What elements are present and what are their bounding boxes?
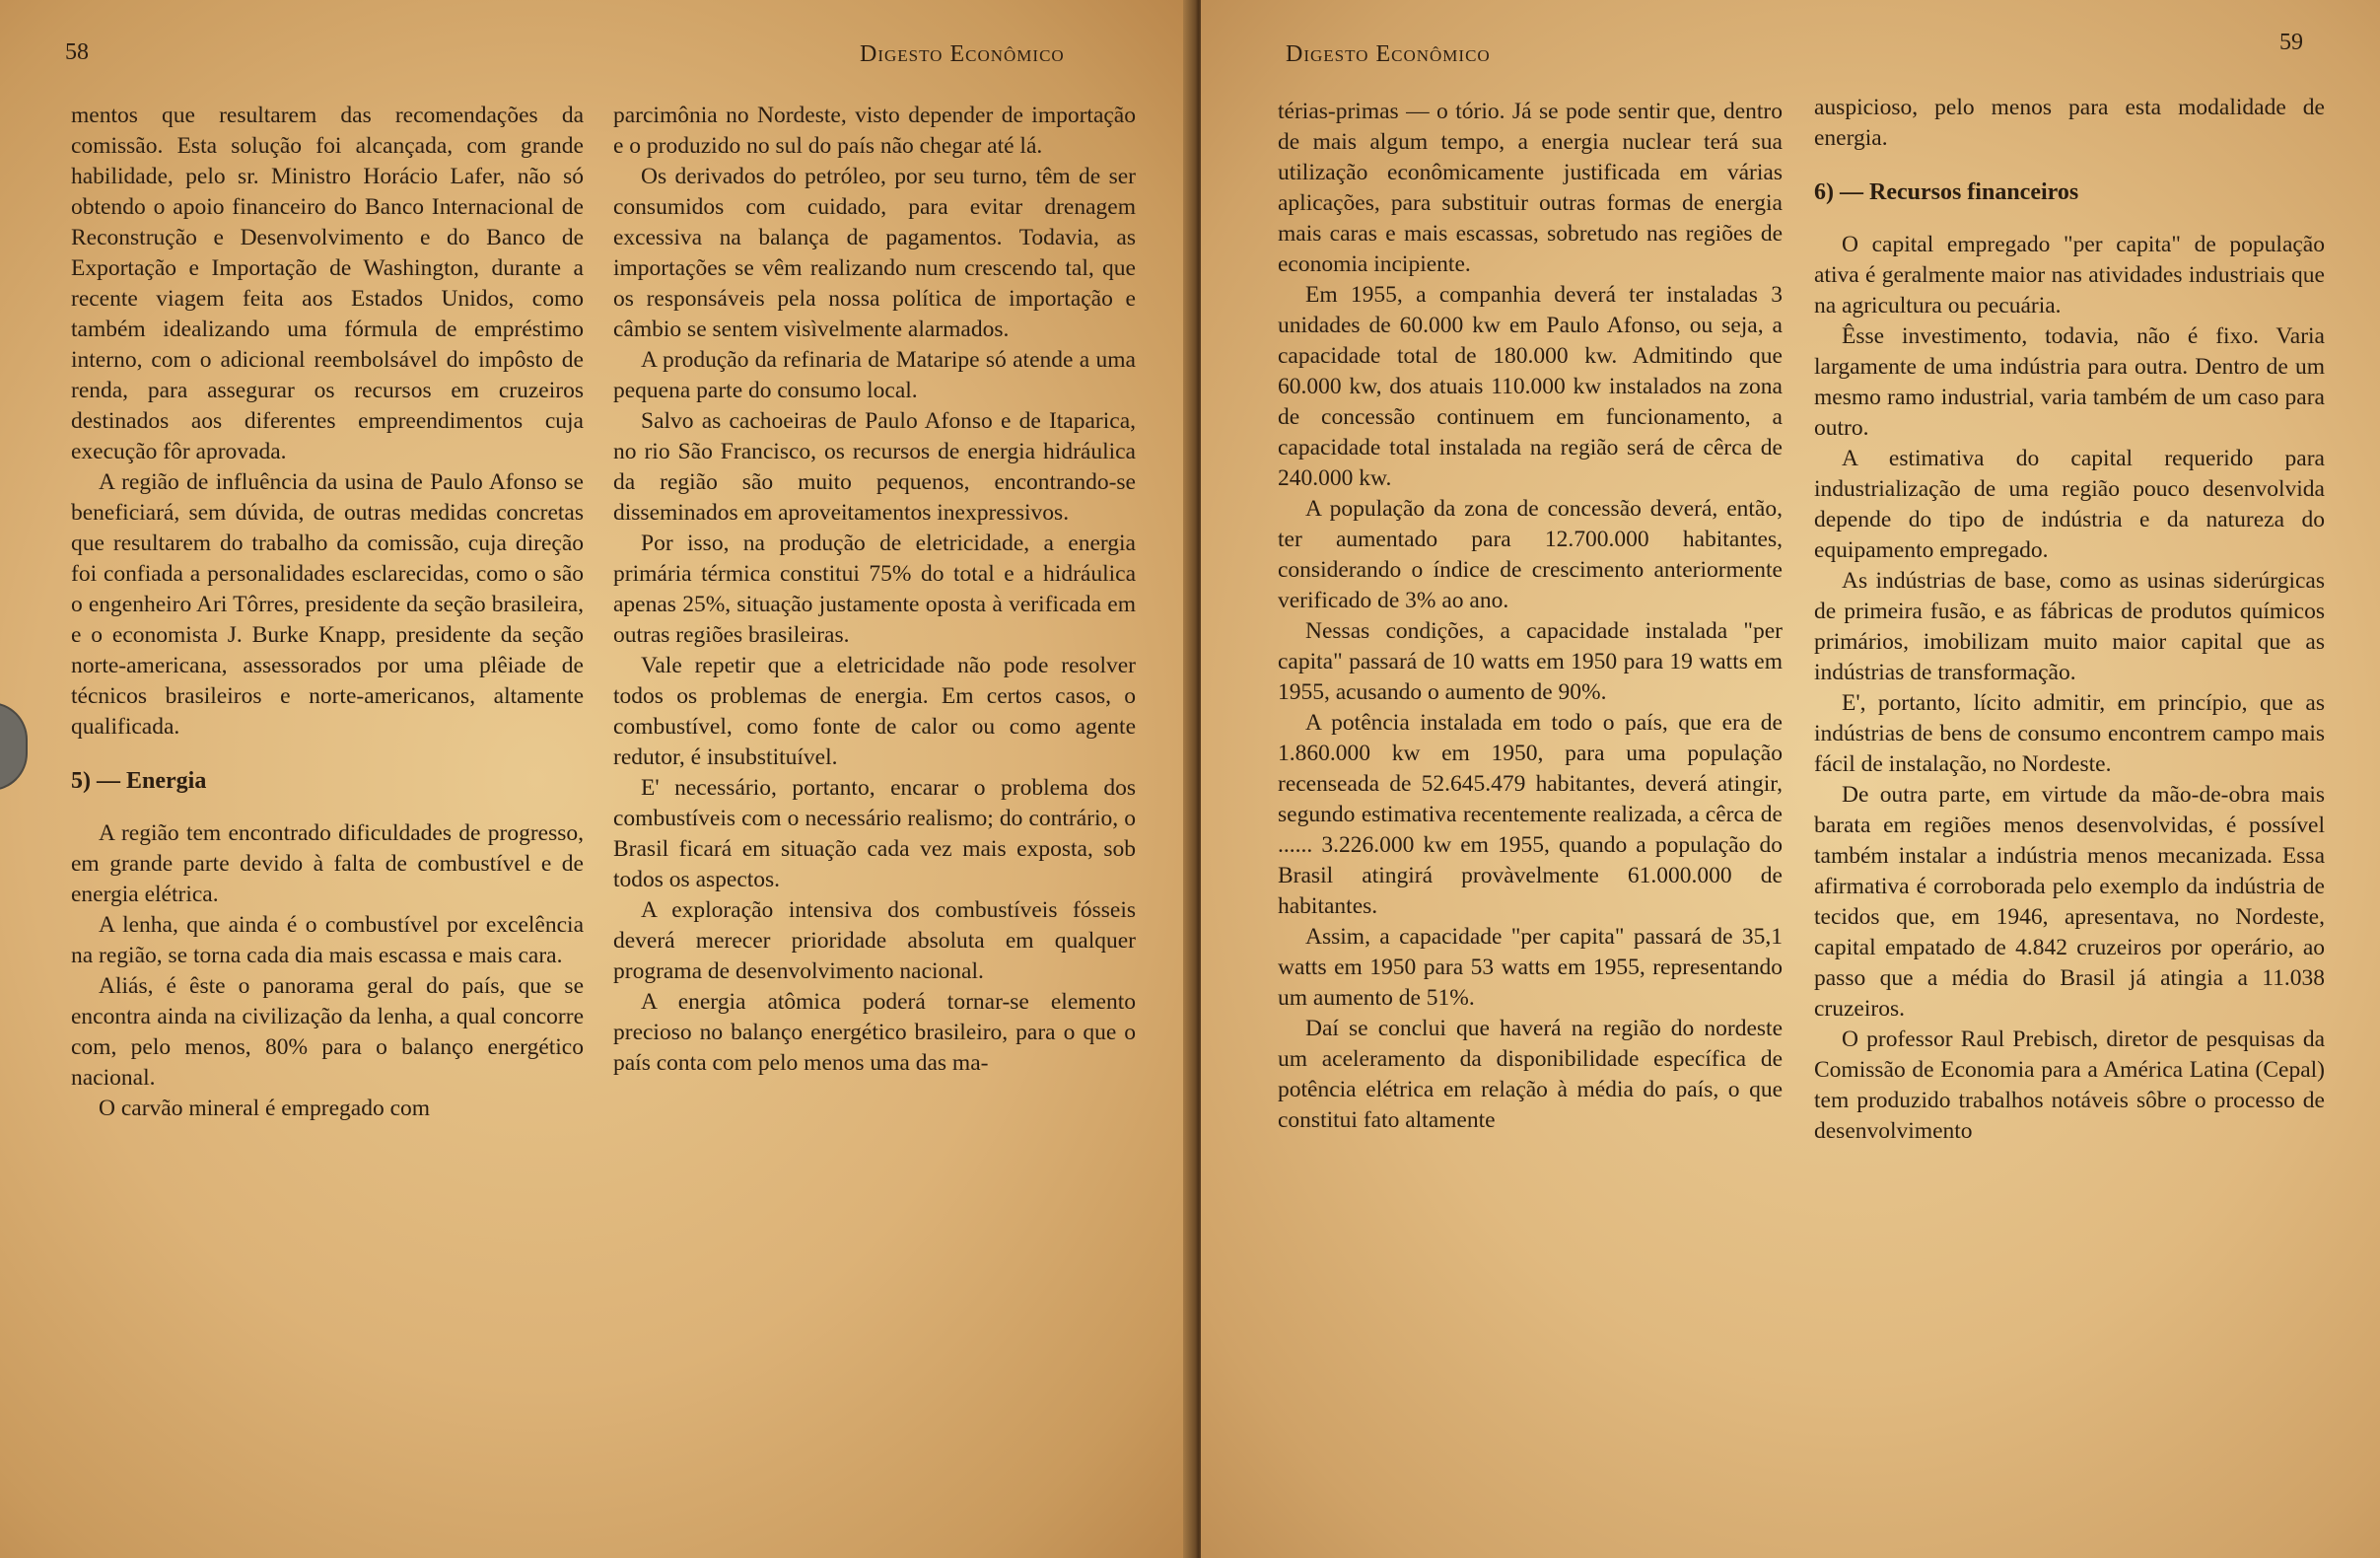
paragraph: A produção da refinaria de Mataripe só atende a uma pequena parte do consumo local. [613,347,1136,403]
paragraph: De outra parte, em virtude da mão-de-obra mais barata em regiões menos desenvolvidas, é possível também instalar a indústria menos mecanizada. Essa afirmativa é corroborada pelo exemplo da indústria de tecidos que, em 1946, apresentava, no Nordeste, capital empatado de 4.842 cruzeiros por operário, ao passo que a média do Brasil já atingia a 11.038 cruzeiros. [1814,782,2325,1022]
paragraph: Nessas condições, a capacidade instalada "per capita" passará de 10 watts em 1950 para 19 watts em 1955, acusando o aumento de 90%. [1278,618,1783,705]
running-head: Digesto Econômico [1286,41,1491,67]
thumb-tab [0,702,28,791]
paragraph: A região tem encontrado dificuldades de progresso, em grande parte devido à falta de combustível e de energia elétrica. [71,820,584,907]
paragraph: E', portanto, lícito admitir, em princípio, que as indústrias de bens de consumo encontrem campo mais fácil de instalação, no Nordeste. [1814,690,2325,777]
paragraph: Aliás, é êste o panorama geral do país, que se encontra ainda na civilização da lenha, a qual concorre com, pelo menos, 80% para o balanço energético nacional. [71,973,584,1091]
paragraph: Salvo as cachoeiras de Paulo Afonso e de Itaparica, no rio São Francisco, os recursos de energia hidráulica da região são muito pequenos, encontrando-se disseminados em aproveitamentos inexpressivos. [613,408,1136,526]
paragraph: E' necessário, portanto, encarar o problema dos combustíveis com o necessário realismo; do contrário, o Brasil ficará em situação cada vez mais exposta, sob todos os aspectos. [613,775,1136,892]
paragraph: Vale repetir que a eletricidade não pode resolver todos os problemas de energia. Em certos casos, o combustível, como fonte de calor ou como agente redutor, é insubstituível. [613,653,1136,770]
page-number: 59 [2279,30,2303,55]
text-column-2 [613,101,1136,1079]
paragraph: auspicioso, pelo menos para esta modalidade de energia. [1814,95,2325,151]
paragraph: Os derivados do petróleo, por seu turno, têm de ser consumidos com cuidado, para evitar drenagem excessiva na balança de pagamentos. Todavia, as importações se vêm realizando num crescendo tal, que os responsáveis pela nossa política de importação e câmbio se sentem visìvelmente alarmados. [613,164,1136,342]
right-page [1201,0,2380,1558]
section-heading: 5) — Energia [71,768,207,794]
text-column-4 [1814,93,2325,1147]
paragraph: térias-primas — o tório. Já se pode sentir que, dentro de mais algum tempo, a energia nuclear terá sua utilização econômicamente justificada em várias aplicações, para substituir outras formas de energia mais caras e mais escassas, sobretudo nas regiões de economia incipiente. [1278,99,1783,277]
paragraph: Por isso, na produção de eletricidade, a energia primária térmica constitui 75% do total e a hidráulica apenas 25%, situação justamente oposta à verificada em outras regiões brasileiras. [613,531,1136,648]
section-heading: 6) — Recursos financeiros [1814,179,2079,205]
page-number: 58 [65,39,89,65]
text-column-3 [1278,97,1783,1136]
paragraph: A estimativa do capital requerido para industrialização de uma região pouco desenvolvida depende do tipo de indústria e da natureza do equipamento empregado. [1814,446,2325,563]
paragraph: As indústrias de base, como as usinas siderúrgicas de primeira fusão, e as fábricas de produtos químicos primários, imobilizam muito maior capital que as indústrias de transformação. [1814,568,2325,685]
paragraph: parcimônia no Nordeste, visto depender de importação e o produzido no sul do país não chegar até lá. [613,103,1136,159]
paragraph: Daí se conclui que haverá na região do nordeste um aceleramento da disponibilidade específica de potência elétrica em relação à média do país, o que constitui fato altamente [1278,1016,1783,1133]
paragraph: Êsse investimento, todavia, não é fixo. Varia largamente de uma indústria para outra. Dentro de um mesmo ramo industrial, varia também de um caso para outro. [1814,323,2325,441]
paragraph: A lenha, que ainda é o combustível por excelência na região, se torna cada dia mais escassa e mais cara. [71,912,584,968]
paragraph: A energia atômica poderá tornar-se elemento precioso no balanço energético brasileiro, para o que o país conta com pelo menos uma das ma- [613,989,1136,1076]
paragraph: O professor Raul Prebisch, diretor de pesquisas da Comissão de Economia para a América Latina (Cepal) tem produzido trabalhos notáveis sôbre o processo de desenvolvimento [1814,1027,2325,1144]
text-column-1 [71,101,584,1124]
paragraph: mentos que resultarem das recomendações da comissão. Esta solução foi alcançada, com grande habilidade, pelo sr. Ministro Horácio Lafer, não só obtendo o apoio financeiro do Banco Internacional de Reconstrução e Desenvolvimento e do Banco de Exportação e Importação de Washington, durante a recente viagem feita aos Estados Unidos, como também idealizando uma fórmula de empréstimo interno, com o adicional reembolsável do impôsto de renda, para assegurar os recursos em cruzeiros destinados aos diferentes empreendimentos cuja execução fôr aprovada. [71,103,584,464]
paragraph: Assim, a capacidade "per capita" passará de 35,1 watts em 1950 para 53 watts em 1955, representando um aumento de 51%. [1278,924,1783,1011]
paragraph: A potência instalada em todo o país, que era de 1.860.000 kw em 1950, para uma população recenseada de 52.645.479 habitantes, deverá atingir, segundo estimativa recentemente realizada, a cêrca de ...... 3.226.000 kw em 1955, quando a população do Brasil atingirá provàvelmente 61.000.000 de habitantes. [1278,710,1783,919]
paragraph: A região de influência da usina de Paulo Afonso se beneficiará, sem dúvida, de outras medidas concretas que resultarem do trabalho da comissão, cuja direção foi confiada a personalidades esclarecidas, como o são o engenheiro Ari Tôrres, presidente da seção brasileira, e o economista J. Burke Knapp, presidente da seção norte-americana, assessorados por uma plêiade de técnicos brasileiros e norte-americanos, altamente qualificada. [71,469,584,740]
paragraph: O capital empregado "per capita" de população ativa é geralmente maior nas atividades industriais que na agricultura ou pecuária. [1814,232,2325,319]
paragraph: Em 1955, a companhia deverá ter instaladas 3 unidades de 60.000 kw em Paulo Afonso, ou seja, a capacidade total de 180.000 kw. Admitindo que 60.000 kw, dos atuais 110.000 kw instalados na zona de concessão continuem em funcionamento, a capacidade total instalada na região será de cêrca de 240.000 kw. [1278,282,1783,491]
paragraph: O carvão mineral é empregado com [99,1096,431,1121]
running-head: Digesto Econômico [860,41,1065,67]
paragraph: A população da zona de concessão deverá, então, ter aumentado para 12.700.000 habitantes, considerando o índice de crescimento anteriormente verificado de 3% ao ano. [1278,496,1783,613]
paragraph: A exploração intensiva dos combustíveis fósseis deverá merecer prioridade absoluta em qualquer programa de desenvolvimento nacional. [613,897,1136,984]
